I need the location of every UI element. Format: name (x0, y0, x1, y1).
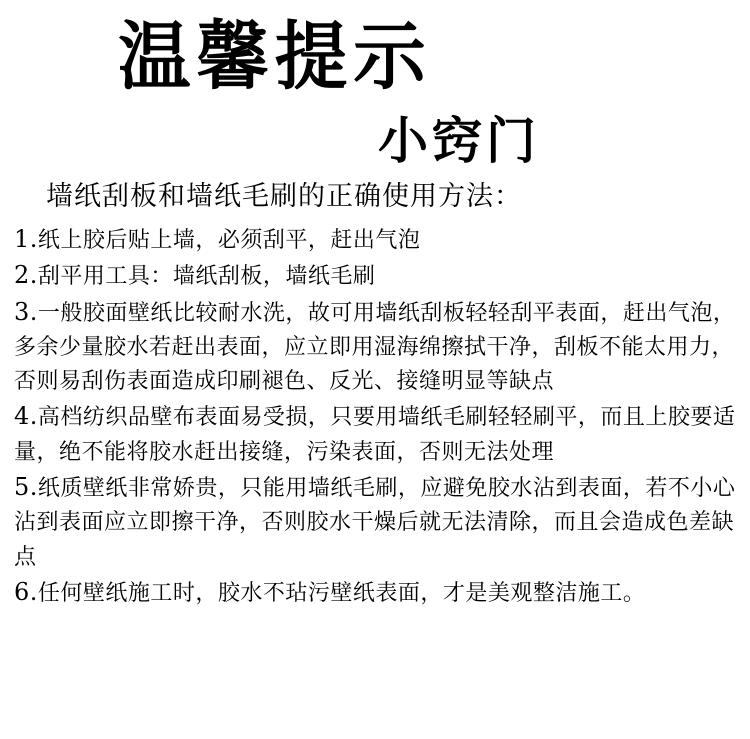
tip-item-5 (14, 470, 742, 575)
tip-text: 纸上胶后贴上墙，必须刮平，赶出气泡 (37, 228, 421, 253)
page-subtitle: 小窍门 (378, 111, 540, 170)
tip-number: 2. (14, 261, 38, 290)
tip-number: 4. (14, 402, 38, 431)
tip-text: 纸质壁纸非常娇贵，只能用墙纸毛刷，应避免胶水沾到表面，若不小心沾到表面应立即擦干净，否则胶水干燥后就无法清除，而且会造成色差缺点 (14, 476, 736, 570)
tip-number: 5. (14, 473, 38, 502)
tip-item-1 (14, 222, 742, 258)
tips-list (14, 222, 742, 611)
tip-text: 一般胶面壁纸比较耐水洗，故可用墙纸刮板轻轻刮平表面，赶出气泡，多余少量胶水若赶出表面，应立即用湿海绵擦拭干净，刮板不能太用力，否则易刮伤表面造成印刷褪色、反光、接缝明显等缺点 (14, 300, 736, 395)
tip-number: 3. (14, 297, 38, 326)
tip-number: 1. (14, 225, 38, 253)
tip-item-6 (14, 575, 742, 611)
tip-item-3 (14, 295, 742, 400)
tip-item-2 (14, 258, 742, 294)
tip-text: 高档纺织品壁布表面易受损，只要用墙纸毛刷轻轻刷平，而且上胶要适量，绝不能将胶水赶出接缝，污染表面，否则无法处理 (14, 405, 736, 465)
tip-number: 6. (14, 577, 38, 606)
page-title: 温馨提示 (118, 14, 432, 100)
tip-text: 刮平用工具：墙纸刮板，墙纸毛刷 (37, 264, 376, 290)
tip-text: 任何壁纸施工时，胶水不玷污壁纸表面，才是美观整洁施工。 (37, 580, 646, 606)
tip-item-4 (14, 399, 742, 470)
section-heading: 墙纸刮板和墙纸毛刷的正确使用方法： (46, 181, 522, 212)
